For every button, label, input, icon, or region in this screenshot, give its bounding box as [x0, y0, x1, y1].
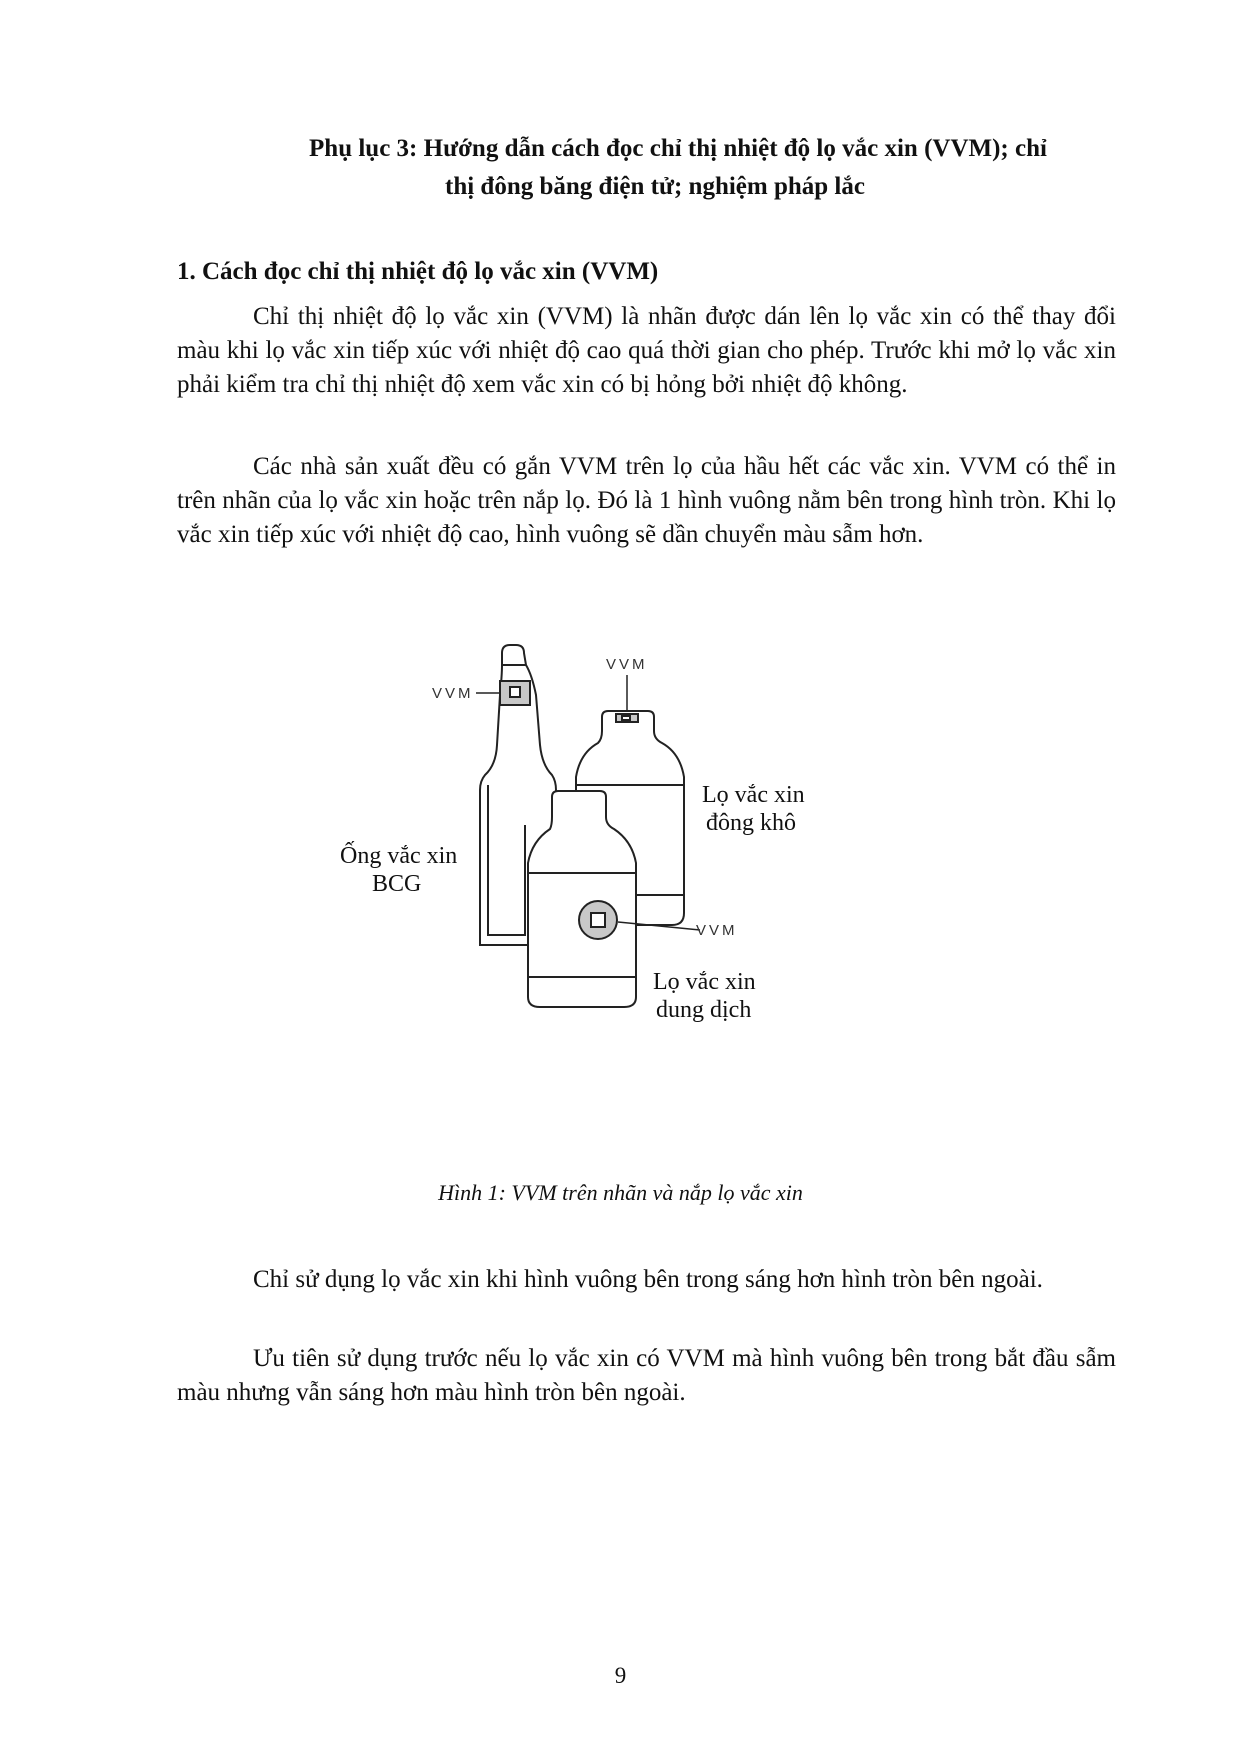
freeze-dried-label-line2: đông khô: [706, 810, 796, 836]
section-heading: 1. Cách đọc chỉ thị nhiệt độ lọ vắc xin (VVM): [177, 258, 659, 285]
ampoule-vvm-square: [510, 687, 520, 697]
page-number: 9: [614, 1663, 627, 1688]
paragraph-vvm-definition: Chỉ thị nhiệt độ lọ vắc xin (VVM) là nhãn được dán lên lọ vắc xin có thể thay đổi màu khi lọ vắc xin tiếp xúc với nhiệt độ cao quá thời gian cho phép. Trước khi mở lọ vắc xin phải kiểm tra chỉ thị nhiệt độ xem vắc xin có bị hỏng bởi nhiệt độ không.: [177, 303, 1116, 398]
vial-vvm-square: [591, 913, 605, 927]
liquid-label-line2: dung dịch: [656, 997, 752, 1023]
freeze-dried-label-line1: Lọ vắc xin: [702, 782, 805, 808]
figure-caption: Hình 1: VVM trên nhãn và nắp lọ vắc xin: [438, 1180, 803, 1205]
ampoule-label-line2: BCG: [372, 871, 422, 897]
paragraph-vvm-description: Các nhà sản xuất đều có gắn VVM trên lọ của hầu hết các vắc xin. VVM có thể in trên nhãn của lọ vắc xin hoặc trên nắp lọ. Đó là 1 hình vuông nằm bên trong hình tròn. Khi lọ vắc xin tiếp xúc với nhiệt độ cao, hình vuông sẽ dần chuyển màu sẫm hơn.: [177, 453, 1116, 548]
vvm-label-vial: VVM: [696, 922, 738, 939]
page-title-line2: thị đông băng điện tử; nghiệm pháp lắc: [445, 173, 865, 200]
liquid-label-line1: Lọ vắc xin: [653, 969, 756, 995]
page-title: [175, 130, 1135, 206]
paragraph-priority-rule: Ưu tiên sử dụng trước nếu lọ vắc xin có VVM mà hình vuông bên trong bắt đầu sẫm màu nhưng vẫn sáng hơn màu hình tròn bên ngoài.: [177, 1345, 1116, 1406]
vvm-label-ampoule: VVM: [432, 685, 474, 702]
cap-vvm-square: [622, 716, 630, 720]
vaccine-illustration: [340, 635, 920, 1135]
vaccine-vvm-figure: [340, 635, 920, 1135]
ampoule-label-line1: Ống vắc xin: [340, 843, 458, 869]
vvm-label-cap: VVM: [606, 656, 648, 673]
paragraph-usage-rule: Chỉ sử dụng lọ vắc xin khi hình vuông bên trong sáng hơn hình tròn bên ngoài.: [253, 1266, 1043, 1293]
page-title-line1: Phụ lục 3: Hướng dẫn cách đọc chỉ thị nhiệt độ lọ vắc xin (VVM); chỉ: [309, 135, 1047, 162]
